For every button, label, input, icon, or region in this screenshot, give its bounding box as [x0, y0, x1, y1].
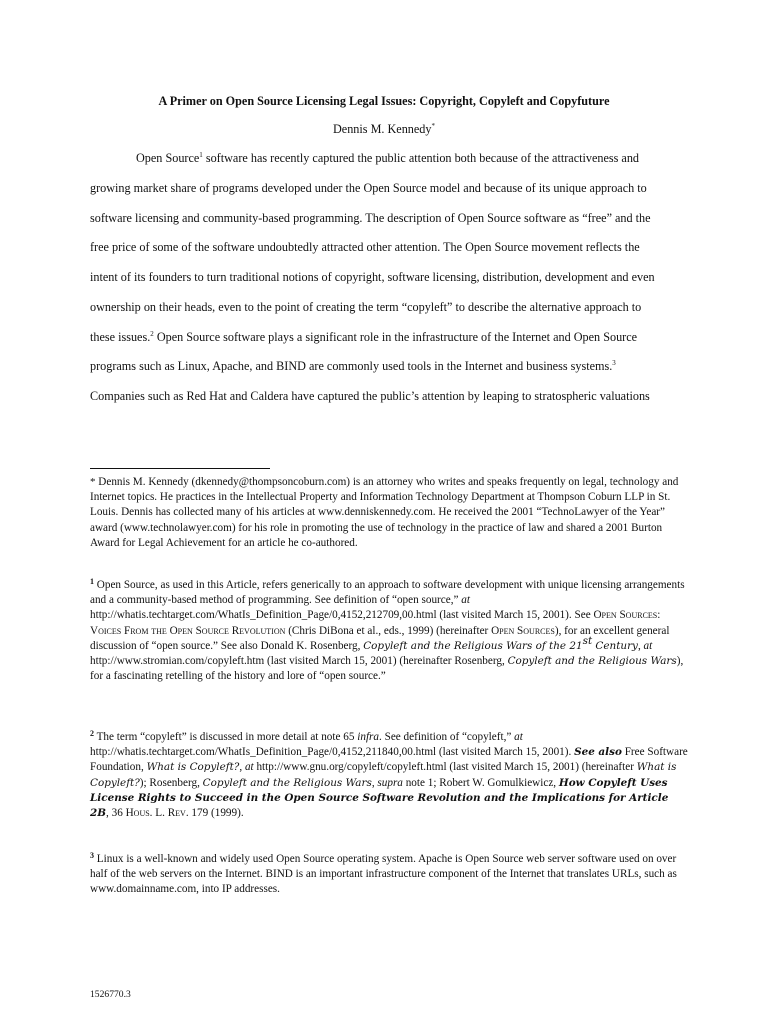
body-line: programs such as Linux, Apache, and BIND are commonly used tools in the Internet and business systems.$^3$ — [90, 359, 616, 373]
article-title: A Primer on Open Source Licensing Legal Issues: Copyright, Copyleft and Copyfuture — [158, 94, 610, 108]
author-line — [90, 122, 678, 137]
footnote-mark: * — [90, 476, 96, 488]
body-line: intent of its founders to turn traditional notions of copyright, software licensing, distribution, development and even — [90, 270, 655, 284]
footnote-author: * Dennis M. Kennedy (dkennedy@thompsoncoburn.com) is an attorney who writes and speaks frequently on legal, technology and Internet topics. He practices in the Intellectual Property and Information Technology Department at Thompson Coburn LLP in St. Louis. Dennis has collected many of his articles at www.denniskennedy.com. He received the 2001 “TechnoLawyer of the Year” award (www.technolawyer.com) for his role in promoting the use of technology in the practice of law and shared a 2001 Burton Award for Legal Achievement for an article he co-authored. — [90, 476, 679, 549]
footnote-mark: 1 — [90, 577, 94, 586]
body-line: Open Source$^1$ software has recently captured the public attention both because of the attractiveness and — [136, 151, 640, 165]
footnote-ref-1: 1 — [199, 151, 203, 159]
footnote-separator — [90, 468, 270, 469]
body-line: free price of some of the software undoubtedly attracted other attention. The Open Source movement reflects the — [90, 240, 640, 254]
author-name: Dennis M. Kennedy — [333, 122, 432, 136]
body-line: ownership on their heads, even to the point of creating the term “copyleft” to describe the alternative approach to — [90, 300, 642, 314]
footnote-1: $^1$ Open Source, as used in this Article, refers generically to an approach to software development with unique licensing arrangements and a community-based method of programming. See definition of “open source,” at http://whatis.techtarget.com/WhatIs_Definition_Page/0,4152,212709,00.html (last visited March 15, 2001). See Open Sources: Voices From the Open Source Revolution (Chris DiBona et al., eds., 1999) (hereinafter Open Sources), for an excellent general discussion of “open source.” See also Donald K. Rosenberg, Copyleft and the Religious Wars of the 21st Century, at http://www.stromian.com/copyleft.htm (last visited March 15, 2001) (hereinafter Rosenberg, Copyleft and the Religious Wars), for a fascinating retelling of the history and lore of “open source.” — [90, 577, 685, 683]
author-footnote-mark: * — [431, 122, 435, 130]
footnote-2: $^2$ The term “copyleft” is discussed in more detail at note 65 infra. See definition of “copyleft,” at http://whatis.techtarget.com/WhatIs_Definition_Page/0,4152,211840,00.html (last visited March 15, 2001). See also Free Software Foundation, What is Copyleft?, at http://www.gnu.org/copyleft/copyleft.html (last visited March 15, 2001) (hereinafter What is Copyleft?); Rosenberg, Copyleft and the Religious Wars, supra note 1; Robert W. Gomulkiewicz, How Copyleft Uses License Rights to Succeed in the Open Source Software Revolution and the Implications for Article 2B, 36 Hous. L. Rev. 179 (1999). — [90, 729, 688, 820]
body-line: growing market share of programs developed under the Open Source model and because of its unique approach to — [90, 181, 647, 195]
footnote-ref-3: 3 — [612, 359, 616, 367]
body-line: these issues.$^2$ Open Source software plays a significant role in the infrastructure of the Internet and Open Source — [90, 330, 638, 344]
footnote-3: $^3$ Linux is a well-known and widely used Open Source operating system. Apache is Open Source web server software used on over half of the web servers on the Internet. BIND is an important infrastructure component of the Internet that translates URLs, such as www.domainname.com, into IP addresses. — [90, 851, 677, 896]
document-id: 1526770.3 — [90, 989, 131, 1000]
body-line: software licensing and community-based programming. The description of Open Source software as “free” and the — [90, 211, 651, 225]
body-line: Companies such as Red Hat and Caldera have captured the public’s attention by leaping to stratospheric valuations — [90, 389, 650, 403]
footnote-mark: 2 — [90, 729, 94, 738]
footnote-ref-2: 2 — [150, 330, 154, 338]
footnote-mark: 3 — [90, 851, 94, 860]
